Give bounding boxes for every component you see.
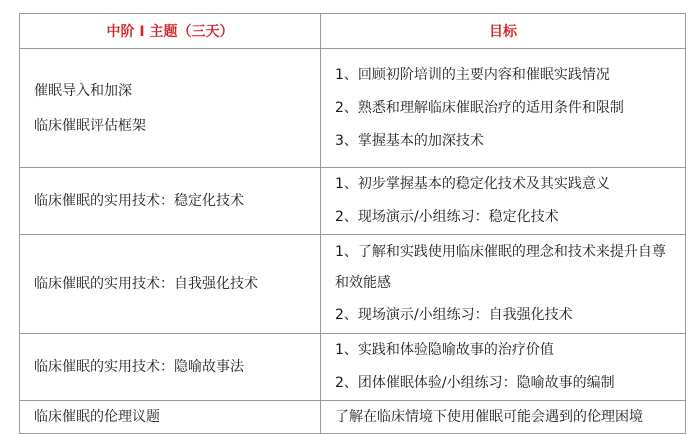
topic-line: 临床催眠评估框架 [34,117,146,134]
goal-item: 1、回顾初阶培训的主要内容和催眠实践情况 [335,66,610,83]
goal-item: 3、掌握基本的加深技术 [335,132,484,149]
topic-cell [20,168,321,235]
goal-item: 2、现场演示/小组练习：稳定化技术 [335,209,559,225]
topic-line: 临床催眠的实用技术：稳定化技术 [34,193,244,209]
topic-cell [20,49,321,168]
topic-line: 临床催眠的伦理议题 [34,409,160,425]
curriculum-table-container [19,13,685,434]
table-row [20,235,686,334]
topic-cell [20,401,321,434]
table-row [20,401,686,434]
goals-cell [321,334,686,401]
table-row [20,334,686,401]
goal-item: 1、初步掌握基本的稳定化技术及其实践意义 [335,176,610,192]
header-topic: 中阶 I 主题（三天） [20,14,321,49]
goals-cell [321,168,686,235]
goal-item-continuation: 和效能感 [335,274,391,291]
goal-item: 1、实践和体验隐喻故事的治疗价值 [335,342,554,358]
goals-cell [321,49,686,168]
table-row [20,49,686,168]
goal-item: 2、现场演示/小组练习：自我强化技术 [335,306,573,323]
goal-item: 了解在临床情境下使用催眠可能会遇到的伦理困境 [335,409,643,425]
table-row [20,168,686,235]
curriculum-table [19,13,686,434]
header-goals: 目标 [321,14,686,49]
goals-cell [321,401,686,434]
goal-item: 2、团体催眠体验/小组练习：隐喻故事的编制 [335,375,615,391]
goal-item: 1、了解和实践使用临床催眠的理念和技术来提升自尊 [335,243,666,260]
topic-cell [20,235,321,334]
topic-line: 催眠导入和加深 [34,82,132,99]
topic-cell [20,334,321,401]
goals-cell [321,235,686,334]
table-header-row [20,14,686,49]
topic-line: 临床催眠的实用技术：隐喻故事法 [34,359,244,375]
topic-line: 临床催眠的实用技术：自我强化技术 [34,276,258,292]
goal-item: 2、熟悉和理解临床催眠治疗的适用条件和限制 [335,99,624,116]
